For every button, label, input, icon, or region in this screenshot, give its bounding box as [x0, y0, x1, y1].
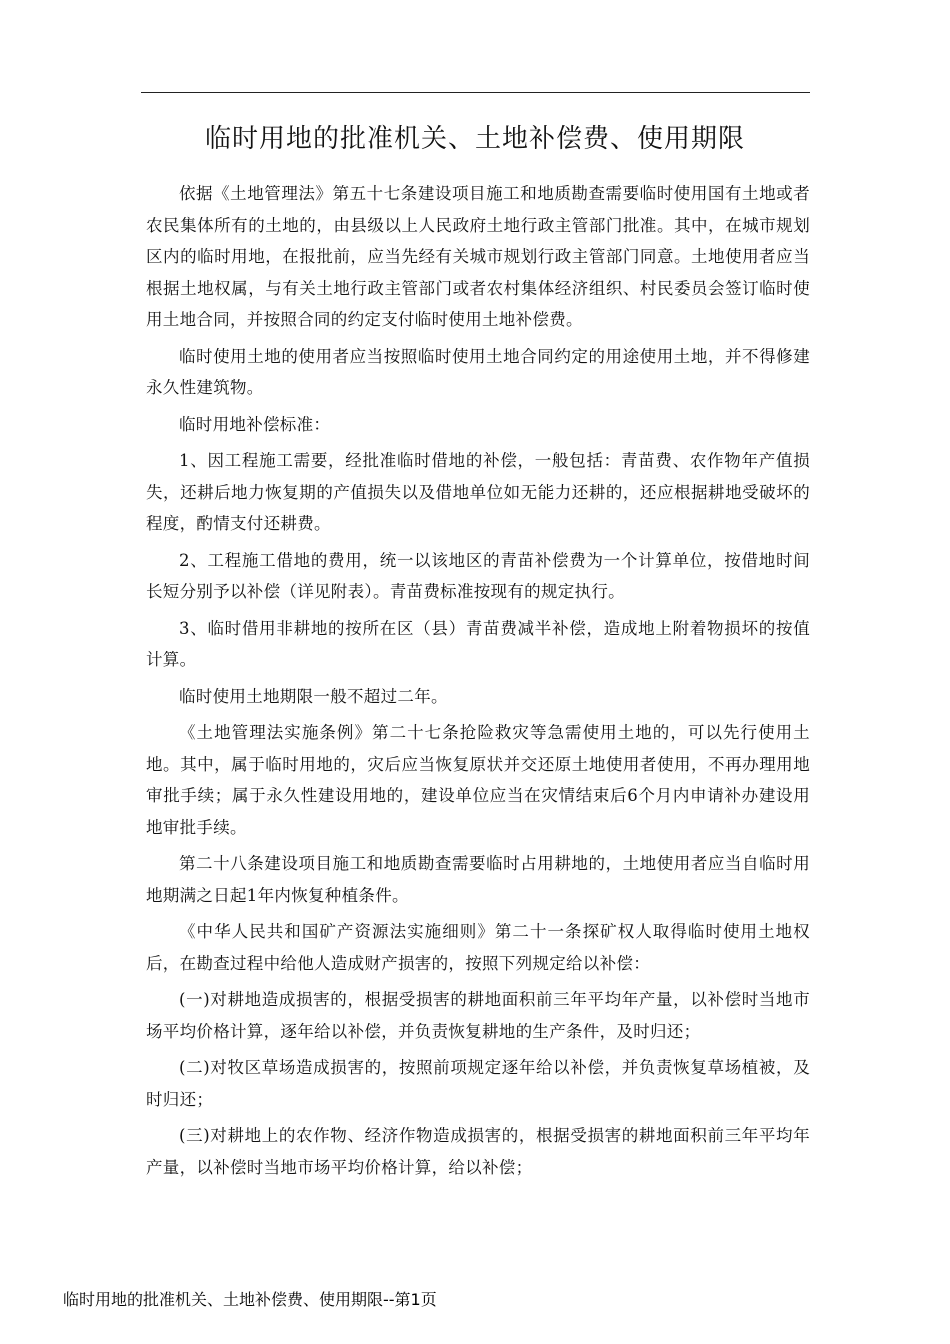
- paragraph: 1、因工程施工需要，经批准临时借地的补偿，一般包括：青苗费、农作物年产值损失，还耕后地力恢复期的产值损失以及借地单位如无能力还耕的，还应根据耕地受破坏的程度，酌情支付还耕费。: [146, 451, 810, 533]
- paragraph: 依据《土地管理法》第五十七条建设项目施工和地质勘查需要临时使用国有土地或者农民集体所有的土地的，由县级以上人民政府土地行政主管部门批准。其中，在城市规划区内的临时用地，在报批前，应当先经有关城市规划行政主管部门同意。土地使用者应当根据土地权属，与有关土地行政主管部门或者农村集体经济组织、村民委员会签订临时使用土地合同，并按照合同的约定支付临时使用土地补偿费。: [146, 184, 810, 329]
- paragraph: (一)对耕地造成损害的，根据受损害的耕地面积前三年平均年产量，以补偿时当地市场平均价格计算，逐年给以补偿，并负责恢复耕地的生产条件，及时归还；: [146, 990, 810, 1041]
- paragraph: 第二十八条建设项目施工和地质勘查需要临时占用耕地的，土地使用者应当自临时用地期满之日起1年内恢复种植条件。: [146, 854, 810, 905]
- paragraph: 《中华人民共和国矿产资源法实施细则》第二十一条探矿权人取得临时使用土地权后，在勘查过程中给他人造成财产损害的，按照下列规定给以补偿：: [146, 922, 810, 973]
- paragraph: (三)对耕地上的农作物、经济作物造成损害的，根据受损害的耕地面积前三年平均年产量，以补偿时当地市场平均价格计算，给以补偿；: [146, 1126, 810, 1177]
- paragraph: 3、临时借用非耕地的按所在区（县）青苗费减半补偿，造成地上附着物损坏的按值计算。: [146, 618, 810, 669]
- paragraph: 临时使用土地期限一般不超过二年。: [179, 686, 448, 706]
- document-title: 临时用地的批准机关、土地补偿费、使用期限: [204, 124, 745, 154]
- header-rule: [141, 92, 810, 93]
- paragraph: 临时用地补偿标准：: [179, 414, 331, 434]
- paragraph: 《土地管理法实施条例》第二十七条抢险救灾等急需使用土地的，可以先行使用土地。其中，属于临时用地的，灾后应当恢复原状并交还原土地使用者使用，不再办理用地审批手续；属于永久性建设用地的，建设单位应当在灾情结束后6个月内申请补办建设用地审批手续。: [146, 723, 810, 837]
- paragraph: 2、工程施工借地的费用，统一以该地区的青苗补偿费为一个计算单位，按借地时间长短分别予以补偿（详见附表）。青苗费标准按现有的规定执行。: [146, 550, 810, 601]
- page-footer: 临时用地的批准机关、土地补偿费、使用期限--第1页: [63, 1290, 437, 1309]
- paragraph: (二)对牧区草场造成损害的，按照前项规定逐年给以补偿，并负责恢复草场植被，及时归还；: [146, 1058, 810, 1109]
- document-body: [146, 178, 810, 1188]
- paragraph: 临时使用土地的使用者应当按照临时使用土地合同约定的用途使用土地，并不得修建永久性建筑物。: [146, 346, 810, 397]
